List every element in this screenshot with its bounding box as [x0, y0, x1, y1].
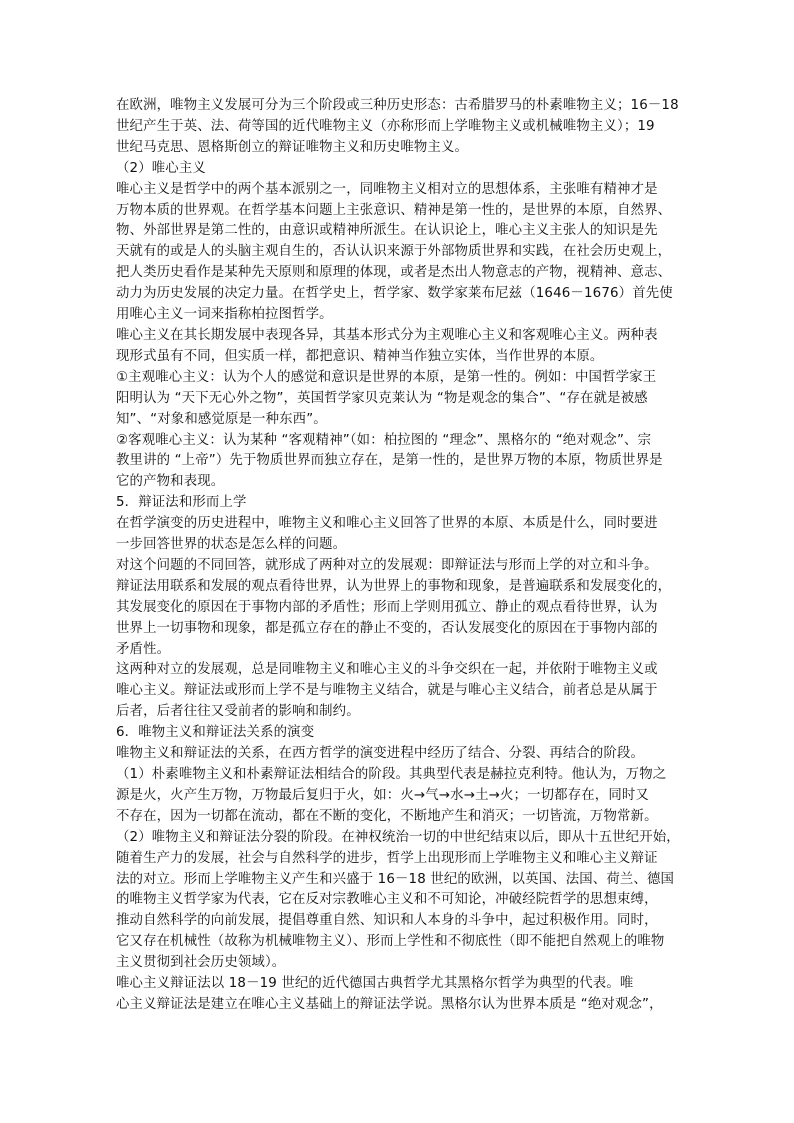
text-line: 现形式虽有不同，但实质一样，都把意识、精神当作独立实体，当作世界的本原。 [116, 348, 604, 364]
text-line: 辩证法用联系和发展的观点看待世界，认为世界上的事物和现象，是普遍联系和发展变化的， [116, 578, 672, 594]
text-line: 天就有的或是人的头脑主观自生的，否认认识来源于外部物质世界和实践，在社会历史观上， [116, 244, 672, 260]
text-line: 把人类历史看作是某种先天原则和原理的体现，或者是杰出人物意志的产物，视精神、意志、 [116, 265, 672, 281]
text-line: 在哲学演变的历史进程中，唯物主义和唯心主义回答了世界的本原、本质是什么，同时要进 [116, 516, 658, 532]
text-line: 知”、“对象和感觉原是一种东西”。 [116, 411, 327, 427]
text-line: 它的产物和表现。 [116, 474, 225, 490]
text-line: 随着生产力的发展，社会与自然科学的进步，哲学上出现形而上学唯物主义和唯心主义辩证 [116, 850, 658, 866]
text-line: 心主义辩证法是建立在唯心主义基础上的辩证法学说。黑格尔认为世界本质是 “绝对观念”， [116, 996, 663, 1012]
text-line: 唯物主义和辩证法的关系，在西方哲学的演变进程中经历了结合、分裂、再结合的阶段。 [116, 746, 645, 762]
text-line: 法的对立。形而上学唯物主义产生和兴盛于 16－18 世纪的欧洲，以英国、法国、荷兰、德国 [116, 871, 675, 887]
text-line: 源是火，火产生万物，万物最后复归于火，如：火→气→水→土→火；一切都存在，同时又 [116, 787, 649, 803]
text-line: 动力为历史发展的决定力量。在哲学史上，哲学家、数学家莱布尼兹（1646－1676）首先使 [116, 286, 673, 302]
text-line: 世纪马克思、恩格斯创立的辩证唯物主义和历史唯物主义。 [116, 139, 469, 155]
text-line: 物、外部世界是第二性的，由意识或精神所派生。在认识论上，唯心主义主张人的知识是先 [116, 223, 658, 239]
section-heading: （2）唯心主义 [116, 160, 206, 176]
text-line: 后者，后者往往又受前者的影响和制约。 [116, 704, 360, 720]
text-line: 万物本质的世界观。在哲学基本问题上主张意识、精神是第一性的，是世界的本原，自然界、 [116, 202, 672, 218]
text-line: 唯心主义是哲学中的两个基本派别之一，同唯物主义相对立的思想体系，主张唯有精神才是 [116, 181, 658, 197]
text-line: 世纪产生于英、法、荷等国的近代唯物主义（亦称形而上学唯物主义或机械唯物主义）；19 [116, 118, 655, 134]
document-body [116, 96, 680, 1016]
section-heading: 6．唯物主义和辩证法关系的演变 [116, 725, 315, 741]
text-line: （2）唯物主义和辩证法分裂的阶段。在神权统治一切的中世纪结束以后，即从十五世纪开始， [116, 829, 680, 845]
text-line: ②客观唯心主义：认为某种 “客观精神”（如：柏拉图的 “理念”、黑格尔的 “绝对观念”、宗 [116, 432, 652, 448]
text-line: 阳明认为 “天下无心外之物”，英国哲学家贝克莱认为 “物是观念的集合”、“存在就是被感 [116, 390, 648, 406]
text-line: 其发展变化的原因在于事物内部的矛盾性；形而上学则用孤立、静止的观点看待世界，认为 [116, 599, 658, 615]
text-line: 对这个问题的不同回答，就形成了两种对立的发展观：即辩证法与形而上学的对立和斗争。 [116, 557, 658, 573]
section-heading: 5．辩证法和形而上学 [116, 495, 247, 511]
text-line: 不存在，因为一切都在流动，都在不断的变化，不断地产生和消灭；一切皆流，万物常新。 [116, 808, 658, 824]
text-line: ①主观唯心主义：认为个人的感觉和意识是世界的本原，是第一性的。例如：中国哲学家王 [116, 369, 657, 385]
text-line: 它又存在机械性（故称为机械唯物主义）、形而上学性和不彻底性（即不能把自然观上的唯物 [116, 934, 665, 950]
text-line: （1）朴素唯物主义和朴素辩证法相结合的阶段。其典型代表是赫拉克利特。他认为，万物之 [116, 767, 667, 782]
text-line: 唯心主义辩证法以 18－19 世纪的近代德国古典哲学尤其黑格尔哲学为典型的代表。唯 [116, 976, 634, 992]
text-line: 的唯物主义哲学家为代表，它在反对宗教唯心主义和不可知论，冲破经院哲学的思想束缚， [116, 892, 658, 908]
text-line: 推动自然科学的向前发展，提倡尊重自然、知识和人本身的斗争中，起过积极作用。同时， [116, 913, 658, 929]
text-line: 这两种对立的发展观，总是同唯物主义和唯心主义的斗争交织在一起，并依附于唯物主义或 [116, 662, 658, 678]
text-line: 唯心主义。辩证法或形而上学不是与唯物主义结合，就是与唯心主义结合，前者总是从属于 [116, 683, 658, 699]
text-line: 世界上一切事物和现象，都是孤立存在的静止不变的，否认发展变化的原因在于事物内部的 [116, 620, 658, 636]
text-line: 唯心主义在其长期发展中表现各异，其基本形式分为主观唯心主义和客观唯心主义。两种表 [116, 327, 658, 343]
text-line: 在欧洲，唯物主义发展可分为三个阶段或三种历史形态：古希腊罗马的朴素唯物主义；16－18 [116, 98, 679, 113]
text-line: 教里讲的 “上帝”）先于物质世界而独立存在，是第一性的，是世界万物的本原，物质世界是 [116, 453, 663, 469]
text-line: 一步回答世界的状态是怎么样的问题。 [116, 537, 347, 553]
text-line: 用唯心主义一词来指称柏拉图哲学。 [116, 307, 333, 323]
text-line: 主义贯彻到社会历史领域）。 [116, 955, 286, 971]
text-line: 矛盾性。 [116, 641, 171, 657]
